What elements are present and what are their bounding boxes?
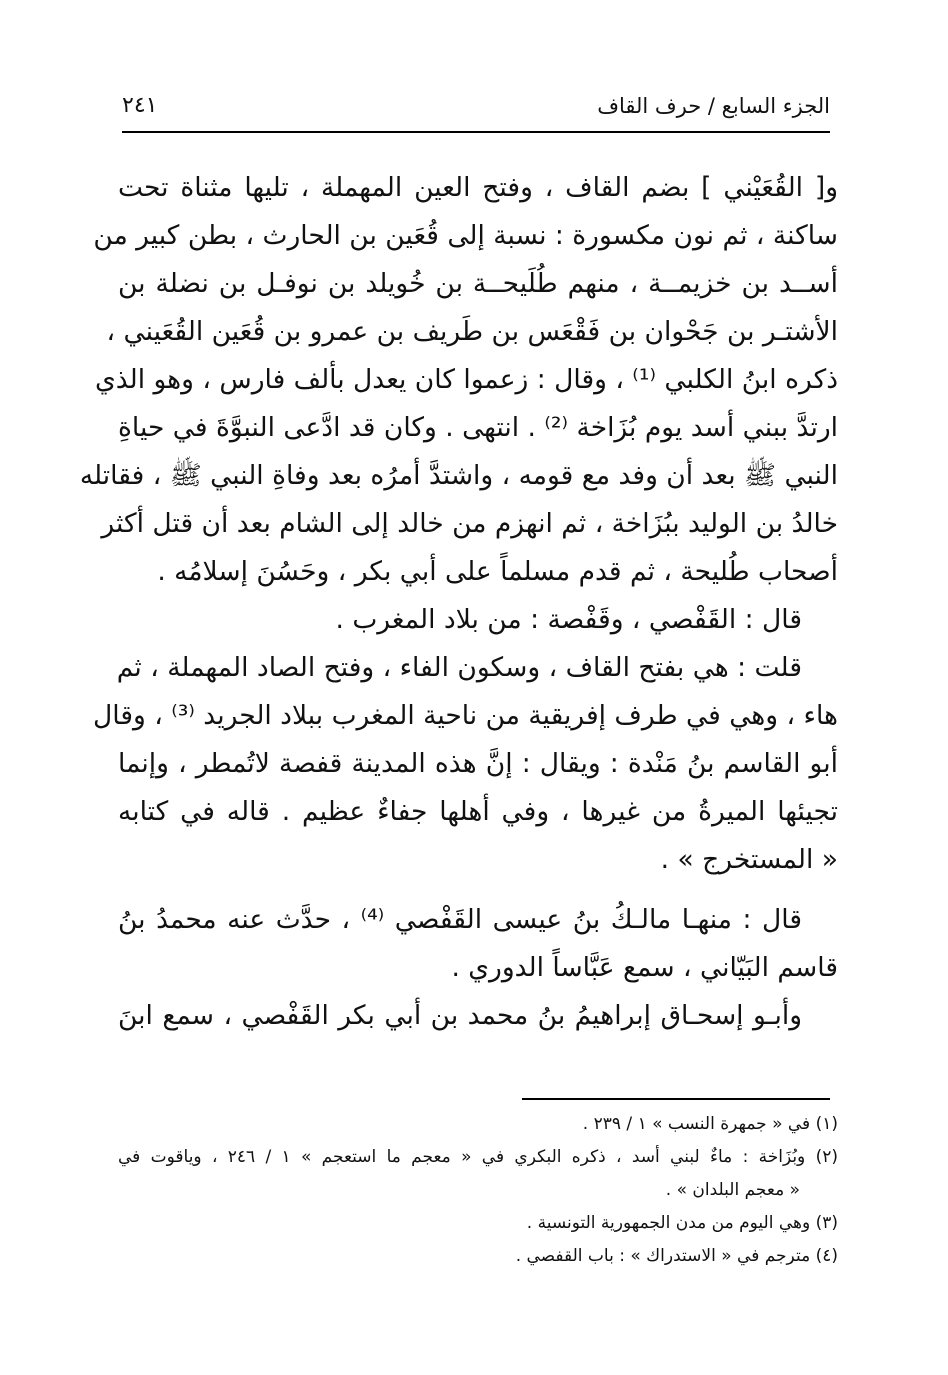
running-header <box>122 86 830 126</box>
footnote-divider <box>522 1098 830 1100</box>
footnote-3: (٣) وهي اليوم من مدن الجمهورية التونسية . <box>526 1213 838 1233</box>
text-line: تجيئها الميرةُ من غيرها ، وفي أهلها جفاءٌ عظيم . قاله في كتابه <box>118 796 838 827</box>
footnote-1: (١) في « جمهرة النسب » ١ / ٢٣٩ . <box>582 1114 838 1134</box>
text-line: قال : القَفْصي ، وقَفْصة : من بلاد المغرب . <box>335 604 802 635</box>
text-line: و[ القُعَيْني ] بضم القاف ، وفتح العين المهملة ، تليها مثناة تحت <box>118 172 838 203</box>
text-line: خالدُ بن الوليد ببُزَاخة ، ثم انهزم من خالد إلى الشام بعد أن قتل أكثر <box>101 508 838 539</box>
page-number: ٢٤١ <box>122 93 158 118</box>
text-line: أبو القاسم بنُ مَنْدة : ويقال : إنَّ هذه المدينة قفصة لاتُمطر ، وإنما <box>118 748 838 779</box>
text-line: أســد بن خزيمــة ، منهم طُلَيحــة بن خُويلد بن نوفـل بن نضلة بن <box>118 268 838 299</box>
footnote-2: (٢) وبُزَاخة : ماءٌ لبني أسد ، ذكره البكري في « معجم ما استعجم » ١ / ٢٤٦ ، وياقوت في <box>118 1147 838 1167</box>
text-line: قال : منهـا مالـكُ بنُ عيسى القَفْصي ⁽⁴⁾ ، حدَّث عنه محمدُ بنُ <box>118 904 803 935</box>
footnote-4: (٤) مترجم في « الاستدراك » : باب القفصي . <box>515 1246 838 1266</box>
running-header-title: الجزء السابع / حرف القاف <box>597 94 830 118</box>
main-text <box>79 164 838 1040</box>
footnotes <box>118 1108 838 1273</box>
text-line: وأبـو إسحـاق إبراهيمُ بنُ محمد بن أبي بكر القَفْصي ، سمع ابنَ <box>118 1000 802 1031</box>
text-line: أصحاب طُليحة ، ثم قدم مسلماً على أبي بكر ، وحَسُنَ إسلامُه . <box>157 556 838 587</box>
text-line: النبي ﷺ بعد أن وفد مع قومه ، واشتدَّ أمرُه بعد وفاةِ النبي ﷺ ، فقاتله <box>79 460 838 491</box>
text-line: ارتدَّ ببني أسد يوم بُزَاخة ⁽²⁾ . انتهى . وكان قد ادَّعى النبوَّةَ في حياةِ <box>118 412 838 443</box>
text-line: قاسم البَيّاني ، سمع عَبَّاساً الدوري . <box>451 952 838 983</box>
text-line: ساكنة ، ثم نون مكسورة : نسبة إلى قُعَين بن الحارث ، بطن كبير من <box>93 220 838 251</box>
text-line: ذكره ابنُ الكلبي ⁽¹⁾ ، وقال : زعموا كان يعدل بألف فارس ، وهو الذي <box>94 364 838 395</box>
text-line: « المستخرج » . <box>660 844 838 875</box>
text-line: هاء ، وهي في طرف إفريقية من ناحية المغرب ببلاد الجريد ⁽³⁾ ، وقال <box>93 700 838 731</box>
header-divider <box>122 131 830 133</box>
footnote-2-continued: « معجم البلدان » . <box>665 1180 800 1200</box>
text-line: الأشتـر بن جَحْوان بن فَقْعَس بن طَريف بن عمرو بن قُعَين القُعَيني ، <box>106 316 838 347</box>
text-line: قلت : هي بفتح القاف ، وسكون الفاء ، وفتح الصاد المهملة ، ثم <box>116 652 802 683</box>
